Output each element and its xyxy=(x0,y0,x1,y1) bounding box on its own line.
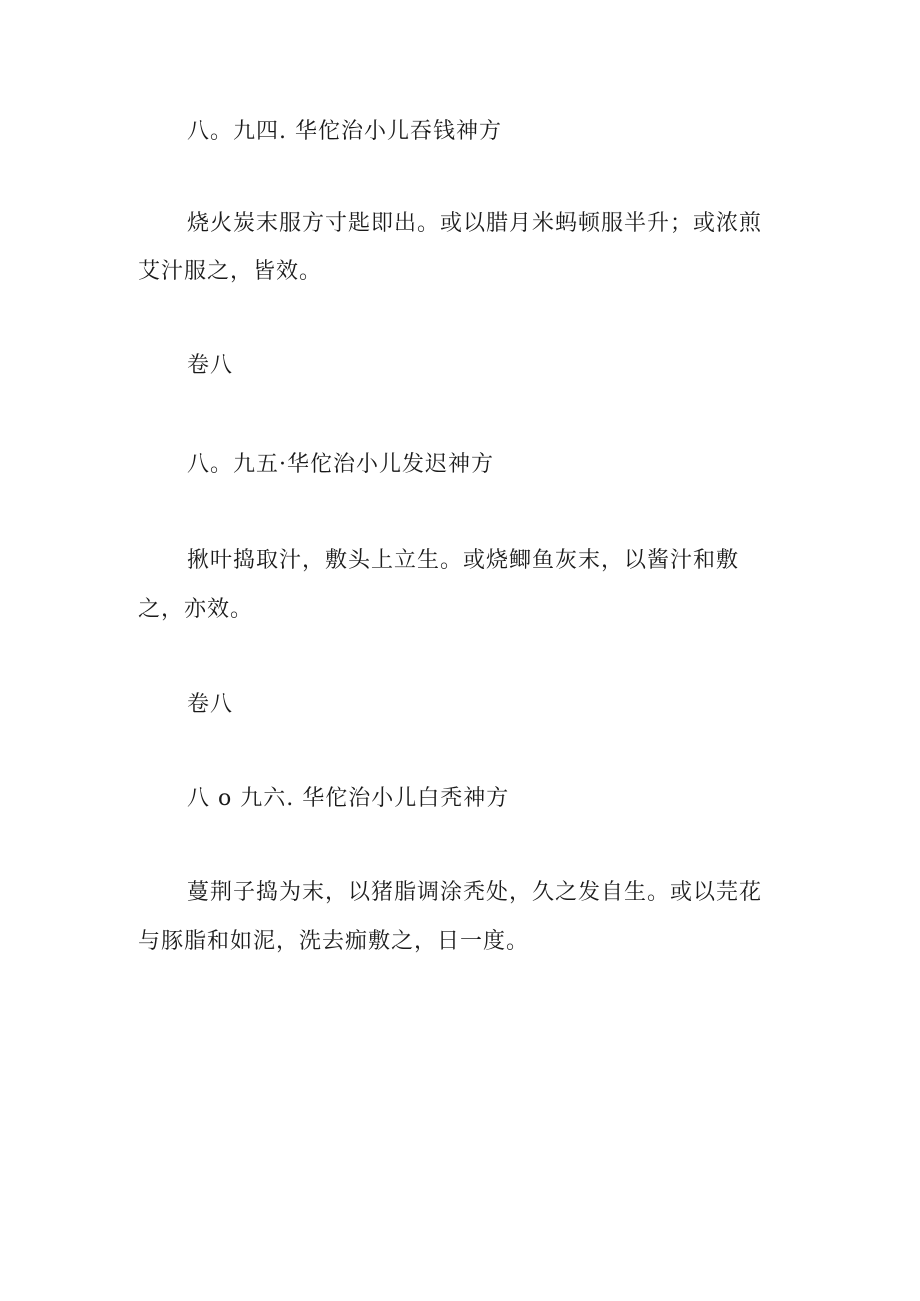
section-body-line: 艾汁服之，皆效。 xyxy=(138,259,323,284)
section-body-line: 揪叶捣取汁，敷头上立生。或烧鲫鱼灰末，以酱汁和敷 xyxy=(187,548,740,573)
volume-label: 卷八 xyxy=(187,692,234,717)
section-heading: 八。九四. 华佗治小儿吞钱神方 xyxy=(187,119,502,144)
section-body-line: 与豚脂和如泥，洗去痂敷之，日一度。 xyxy=(138,929,530,954)
section-heading: 八。九五·华佗治小儿发迟神方 xyxy=(187,452,494,477)
section-body-line: 蔓荆子捣为末，以猪脂调涂秃处，久之发自生。或以芫花 xyxy=(187,880,763,905)
section-heading: 八 o 九六. 华佗治小儿白秃神方 xyxy=(187,786,510,811)
section-body-line: 烧火炭末服方寸匙即出。或以腊月米蚂顿服半升；或浓煎 xyxy=(187,211,763,236)
volume-label: 卷八 xyxy=(187,353,234,378)
section-body-line: 之，亦效。 xyxy=(138,597,254,622)
